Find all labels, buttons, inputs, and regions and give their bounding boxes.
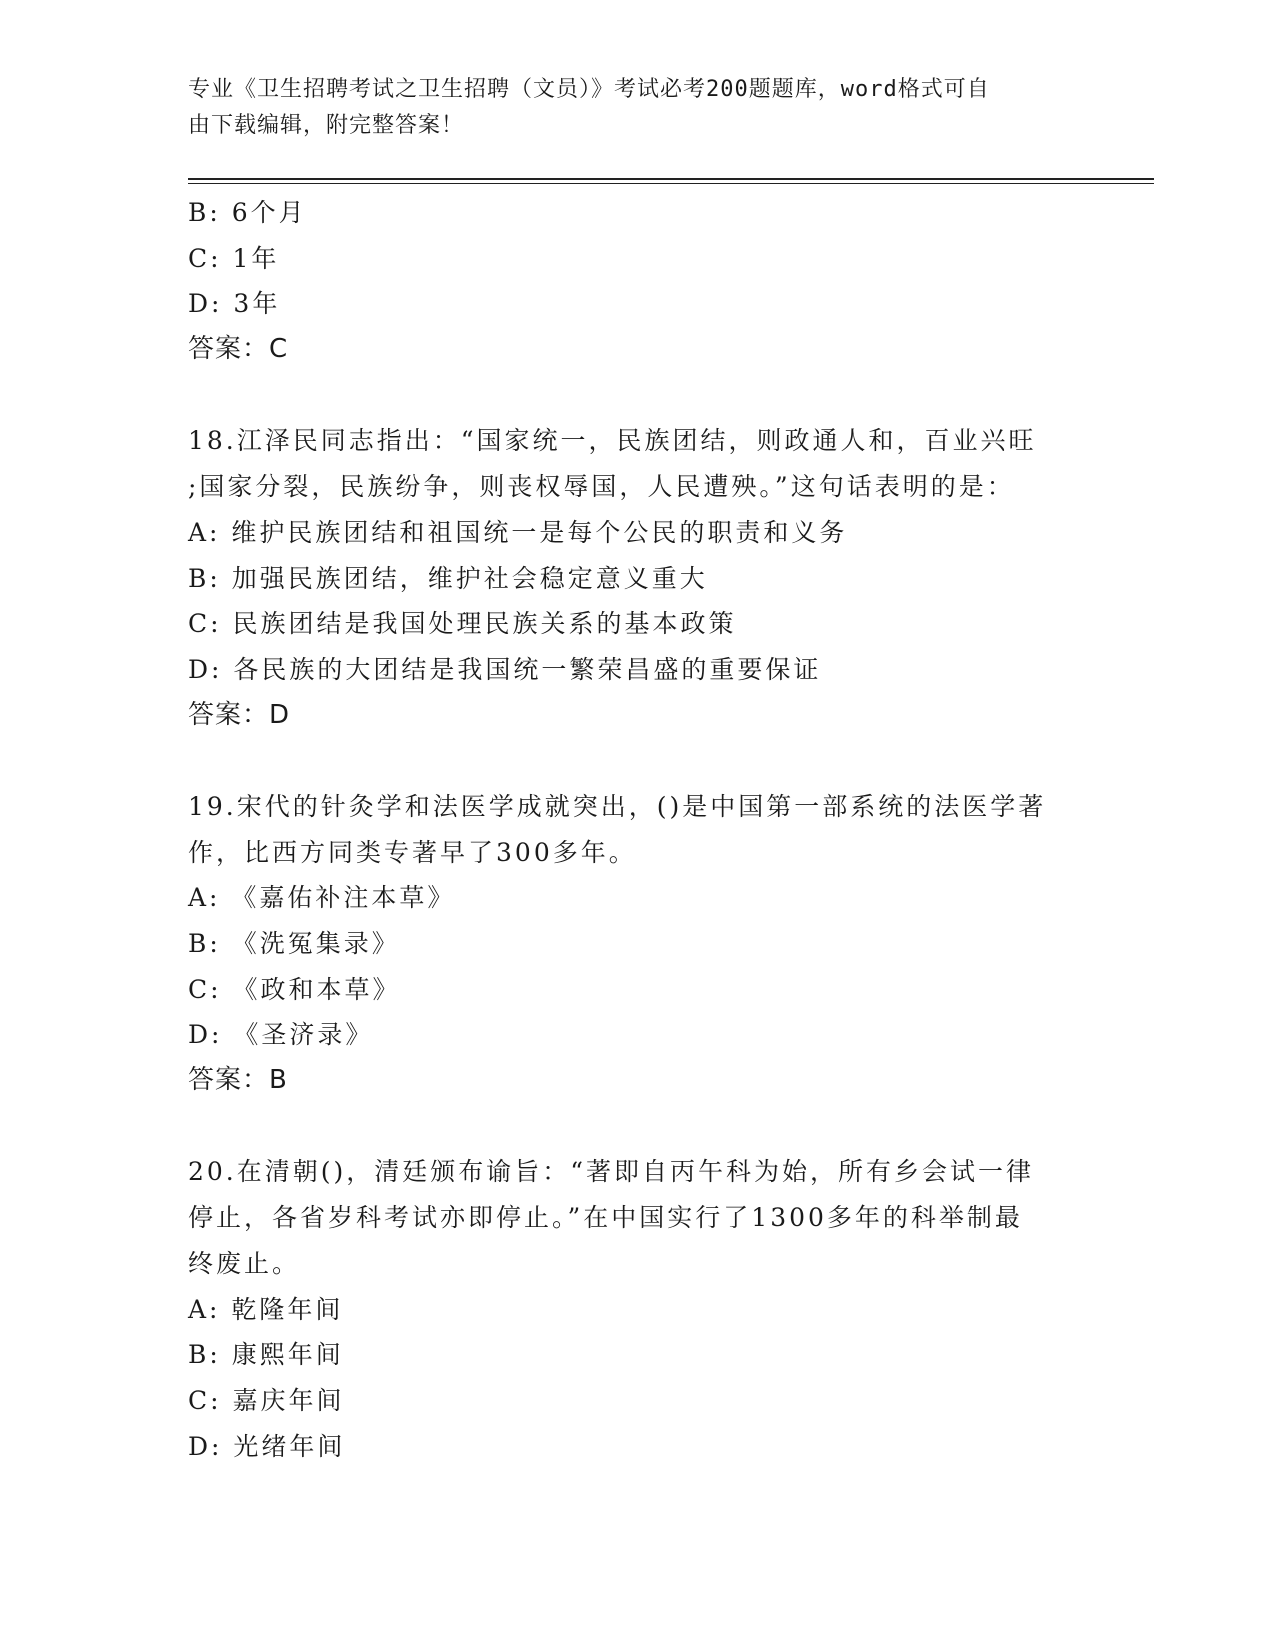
- option-a: A: 维护民族团结和祖国统一是每个公民的职责和义务: [188, 517, 848, 547]
- option-d: D: 《圣济录》: [188, 1020, 374, 1050]
- question-stem: 18.江泽民同志指出：“国家统一，民族团结，则政通人和，百业兴旺: [188, 426, 1037, 456]
- document-header: [188, 72, 1068, 144]
- spacer: [188, 738, 1088, 784]
- option-c: C: 民族团结是我国处理民族关系的基本政策: [188, 609, 737, 639]
- question-20: [188, 1149, 1088, 1469]
- spacer: [188, 373, 1088, 419]
- option-c: C: 嘉庆年间: [188, 1385, 345, 1415]
- header-title-line: 专业《卫生招聘考试之卫生招聘（文员）》考试必考200题题库，word格式可自: [188, 77, 990, 102]
- question-list: [188, 190, 1088, 1469]
- option-b: B: 6个月: [188, 198, 307, 227]
- option-b: B: 加强民族团结，维护社会稳定意义重大: [188, 563, 708, 593]
- question-18: [188, 418, 1088, 738]
- question-stem: 停止，各省岁科考试亦即停止。”在中国实行了1300多年的科举制最: [188, 1203, 1023, 1233]
- header-divider-thick: [188, 178, 1154, 180]
- question-stem: ;国家分裂，民族纷争，则丧权辱国，人民遭殃。”这句话表明的是：: [188, 472, 1015, 502]
- question-17-tail: [188, 190, 1088, 373]
- option-a: A: 乾隆年间: [188, 1294, 344, 1324]
- answer-line: 答案：B: [188, 1065, 288, 1096]
- answer-line: 答案：C: [188, 334, 289, 365]
- option-a: A: 《嘉佑补注本草》: [188, 883, 456, 913]
- question-stem: 终废止。: [188, 1248, 301, 1278]
- header-title-line: 由下载编辑，附完整答案！: [188, 113, 465, 138]
- question-19: [188, 784, 1088, 1104]
- option-d: D: 3年: [188, 289, 281, 319]
- option-d: D: 光绪年间: [188, 1431, 346, 1461]
- question-stem: 19.宋代的针灸学和法医学成就突出，()是中国第一部系统的法医学著: [188, 791, 1047, 821]
- option-b: B: 康熙年间: [188, 1340, 344, 1370]
- header-divider-thin: [188, 183, 1154, 184]
- option-c: C: 《政和本草》: [188, 974, 401, 1004]
- answer-line: 答案：D: [188, 699, 291, 730]
- question-stem: 20.在清朝()，清廷颁布谕旨：“著即自丙午科为始，所有乡会试一律: [188, 1157, 1035, 1187]
- spacer: [188, 1104, 1088, 1150]
- option-c: C: 1年: [188, 243, 280, 273]
- option-b: B: 《洗冤集录》: [188, 929, 400, 958]
- question-stem: 作，比西方同类专著早了300多年。: [188, 837, 637, 867]
- option-d: D: 各民族的大团结是我国统一繁荣昌盛的重要保证: [188, 654, 822, 684]
